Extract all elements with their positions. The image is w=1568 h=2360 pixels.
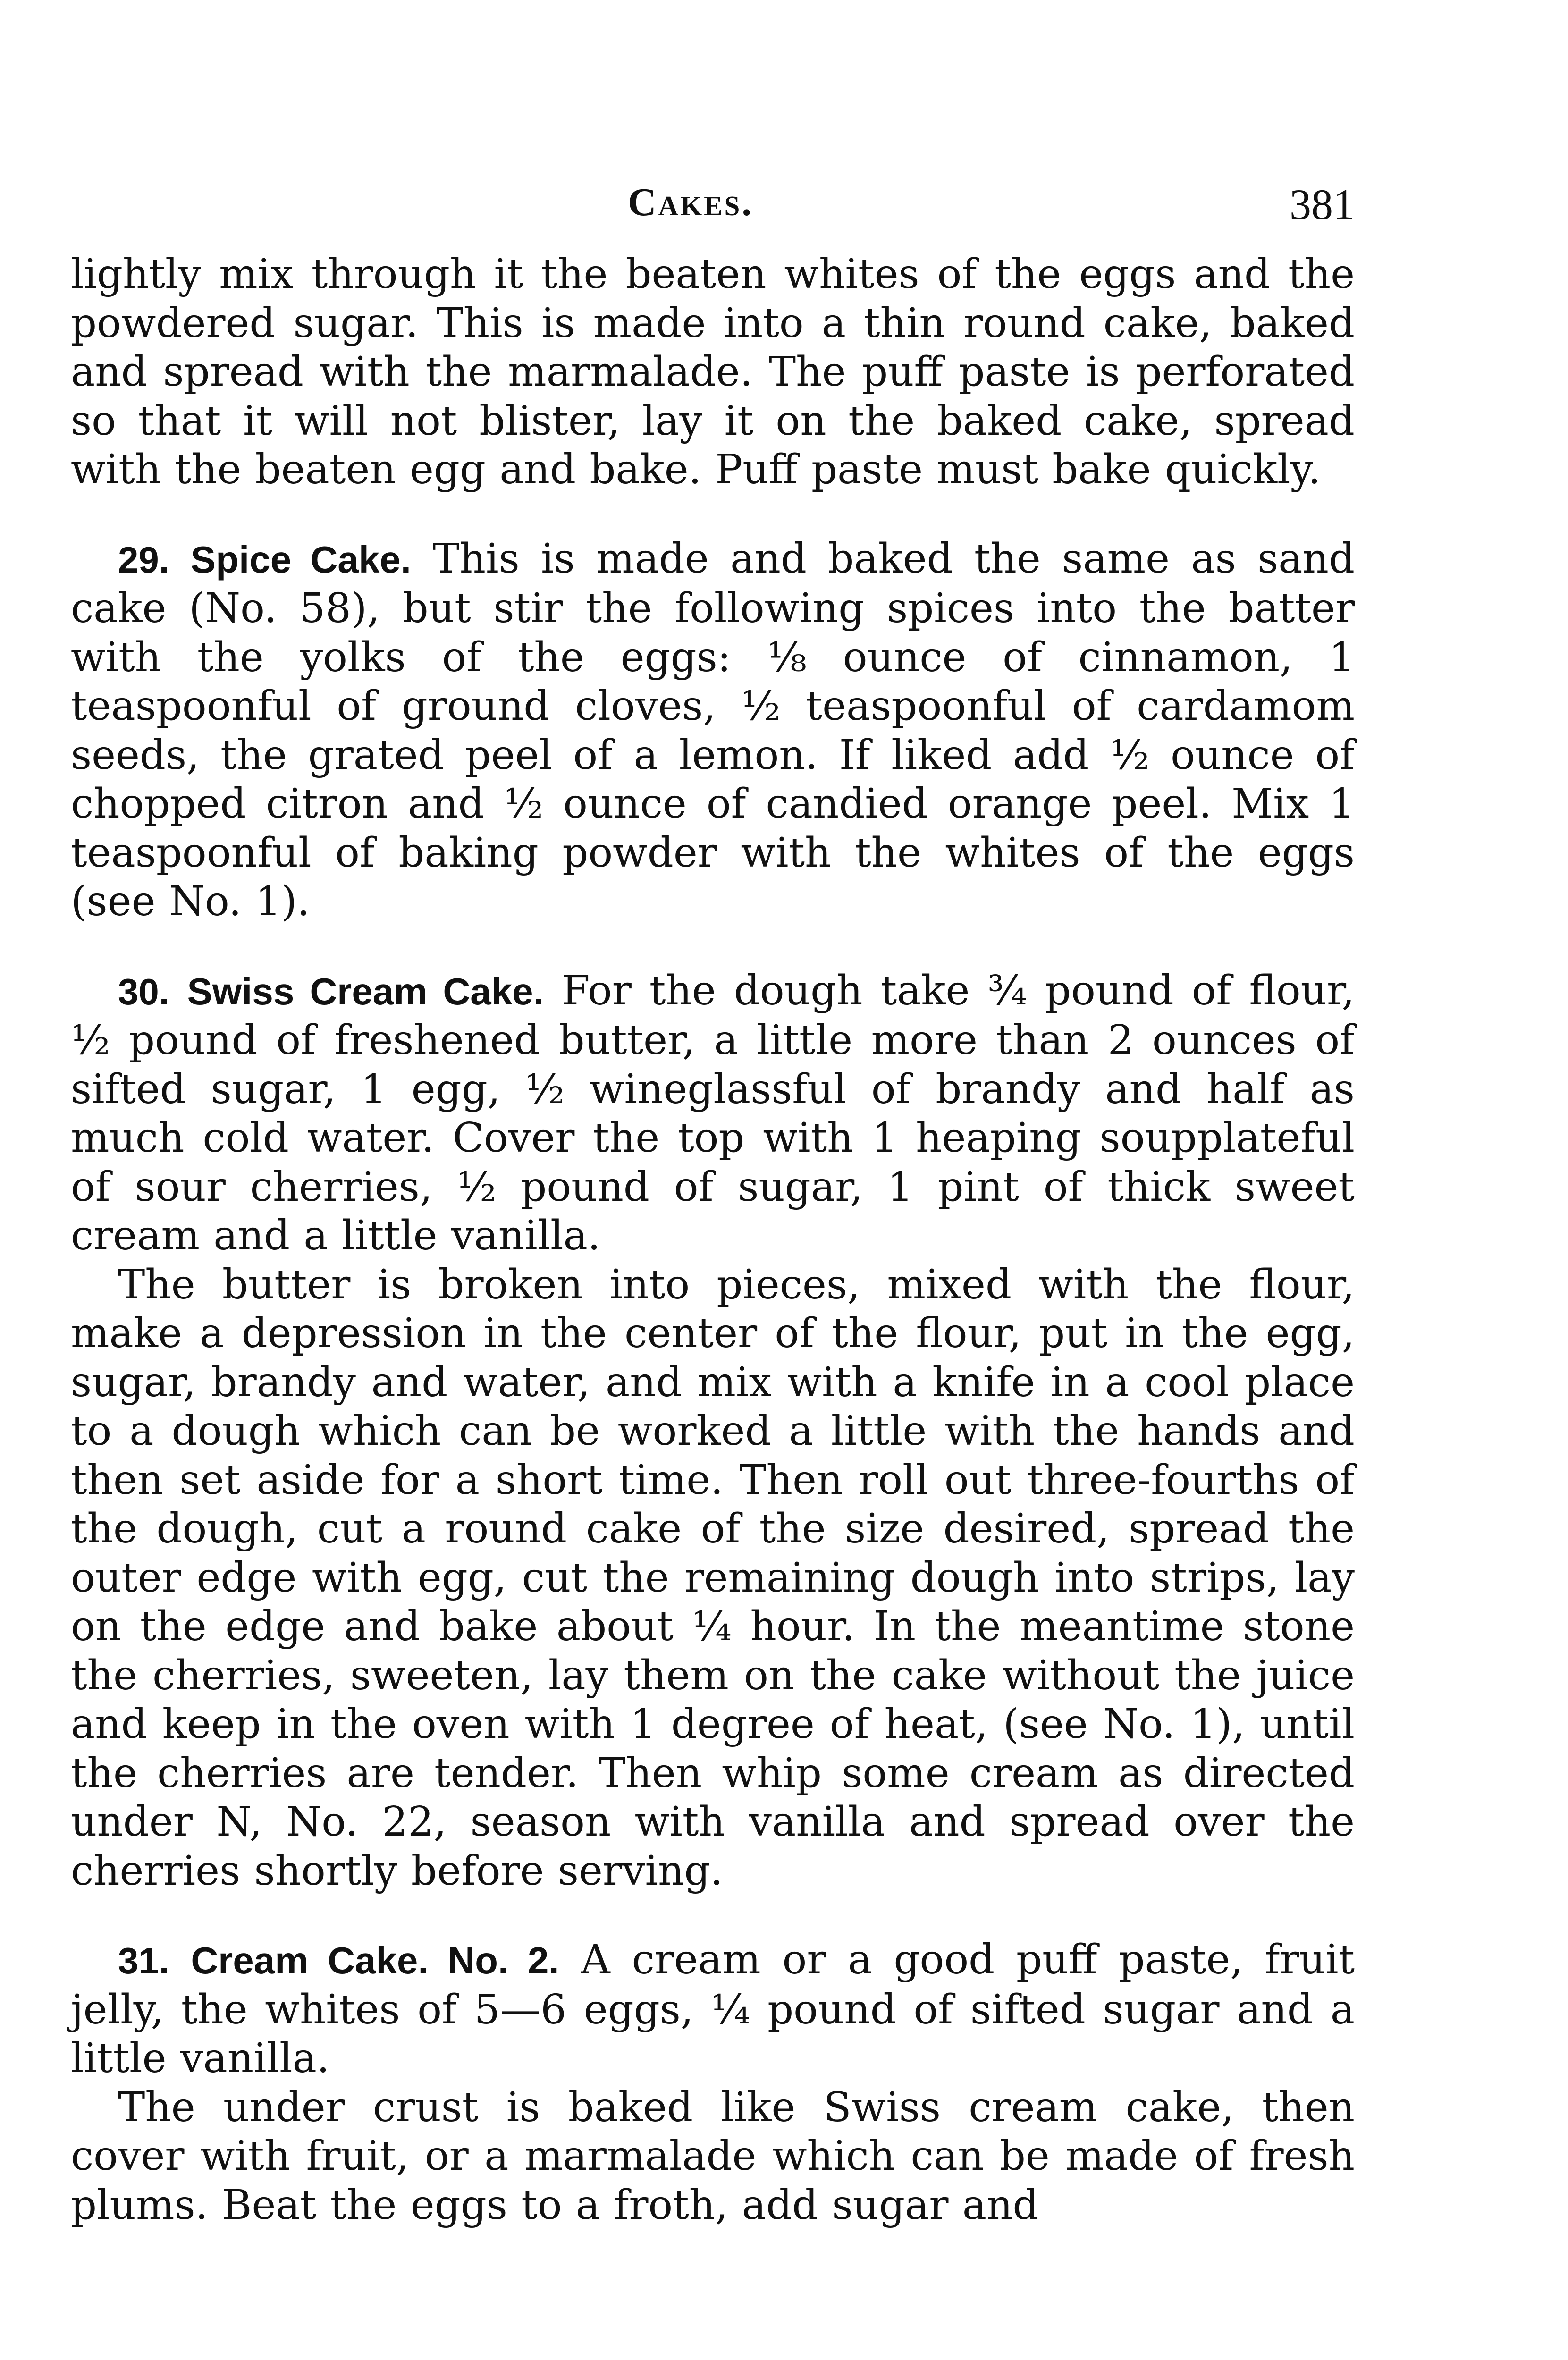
continuation-paragraph: lightly mix through it the beaten whites of the eggs and the powdered sugar. This is made into a thin round cake, baked and spread with the marmalade. The puff paste is perforated so that it will not blister, lay it on the baked cake, spread with the beaten egg and bake. Puff paste must bake quickly.: [71, 251, 1355, 493]
recipe-31-paragraph: [71, 1936, 1355, 2083]
page-number: 381: [1290, 180, 1355, 228]
recipe-31-paragraph-2: The under crust is baked like Swiss cream cake, then cover with fruit, or a marmalade which can be made of fresh plums. Beat the eggs to a froth, add sugar and: [71, 2083, 1355, 2229]
recipe-30-text: For the dough take ¾ pound of flour, ½ pound of freshened butter, a little more than 2 ounces of sifted sugar, 1 egg, ½ wineglassful of brandy and half as much cold water. Cover the top with 1 heaping soupplateful of sour cherries, ½ pound of sugar, 1 pint of thick sweet cream and a little vanilla.: [71, 967, 1355, 1259]
recipe-31-title: Cream Cake. No. 2.: [191, 1939, 559, 1981]
recipe-29-paragraph: [71, 535, 1355, 927]
recipe-30-paragraph: [71, 967, 1355, 1261]
running-head: Cakes.: [628, 180, 754, 224]
recipe-31-number: 31.: [118, 1940, 169, 1981]
recipe-30-paragraph-2: The butter is broken into pieces, mixed with the flour, make a depression in the center of the flour, put in the egg, sugar, brandy and water, and mix with a knife in a cool place to a dough which can be worked a little with the hands and then set aside for a short time. Then roll out three-fourths of the dough, cut a round cake of the size desired, spread the outer edge with egg, cut the remaining dough into strips, lay on the edge and bake about ¼ hour. In the meantime stone the cherries, sweeten, lay them on the cake without the juice and keep in the oven with 1 degree of heat, (see No. 1), until the cherries are tender. Then whip some cream as directed under N, No. 22, season with vanilla and spread over the cherries shortly before serving.: [71, 1261, 1355, 1895]
recipe-29-text: This is made and baked the same as sand cake (No. 58), but stir the following spices into the batter with the yolks of the eggs: ⅛ ounce of cinnamon, 1 teaspoonful of ground cloves, ½ teaspoonful of cardamom seeds, the grated peel of a lemon. If liked add ½ ounce of chopped citron and ½ ounce of candied orange peel. Mix 1 teaspoonful of baking powder with the whites of the eggs (see No. 1).: [71, 535, 1355, 925]
recipe-31-text: A cream or a good puff paste, fruit jelly, the whites of 5—6 eggs, ¼ pound of sifted sugar and a little vanilla.: [71, 1936, 1355, 2082]
body-text: [71, 250, 1355, 2230]
recipe-29-number: 29.: [118, 539, 169, 581]
recipe-30-number: 30.: [118, 970, 169, 1012]
recipe-30-title: Swiss Cream Cake.: [187, 970, 544, 1012]
page-header: [71, 179, 1355, 250]
recipe-29-title: Spice Cake.: [190, 538, 411, 581]
book-page: [71, 179, 1355, 2230]
